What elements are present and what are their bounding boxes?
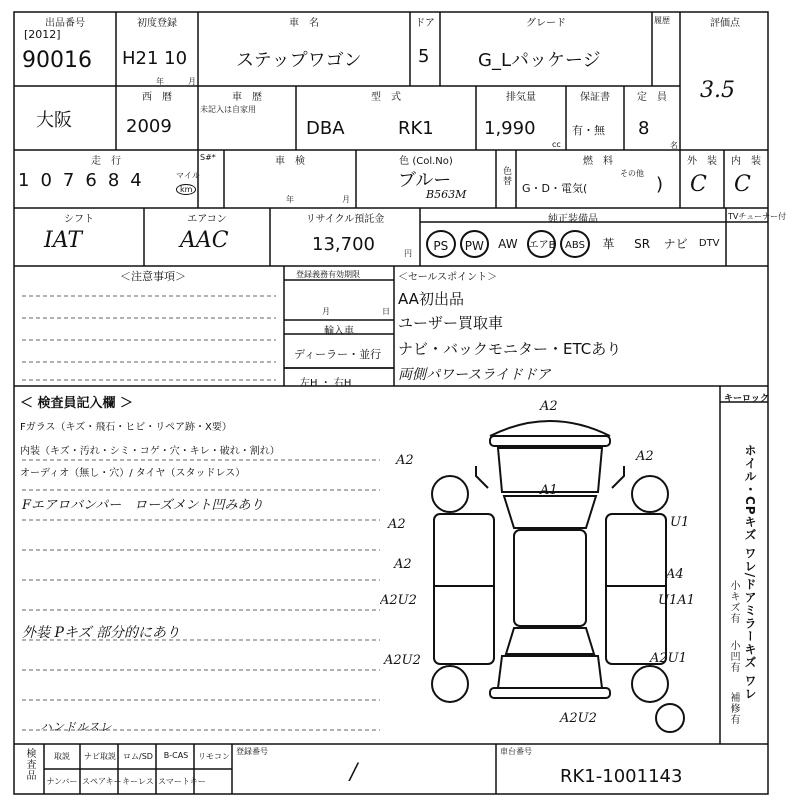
fuel-close-paren: ) bbox=[656, 174, 664, 195]
side-small1: 小キズ有 bbox=[728, 580, 739, 624]
equipment-item: PW bbox=[460, 230, 490, 258]
displacement-value: 1,990 bbox=[484, 118, 536, 139]
lot-number: 90016 bbox=[22, 48, 92, 73]
color-change-label: 色替 bbox=[501, 166, 511, 186]
fuel-options: G・D・電気( bbox=[522, 182, 588, 195]
rear-bumper bbox=[490, 688, 610, 698]
inspection-year-unit: 年 bbox=[286, 195, 294, 204]
history-label: 履歴 bbox=[654, 16, 670, 25]
mileage-digit: 4 bbox=[130, 170, 142, 191]
sales-point: ナビ・バックモニター・ETCあり bbox=[398, 340, 622, 358]
equipment-item: エアB bbox=[527, 230, 557, 258]
windshield bbox=[504, 496, 596, 528]
grade-label: グレード bbox=[526, 18, 566, 29]
displacement-label: 排気量 bbox=[506, 92, 536, 103]
warranty-label: 保証書 bbox=[580, 92, 610, 103]
damage-mark: A1 bbox=[540, 483, 558, 498]
sales-point: AA初出品 bbox=[398, 290, 464, 308]
wheel-rl bbox=[432, 666, 468, 702]
sales-point: ユーザー買取車 bbox=[398, 314, 504, 332]
inspection-month-unit: 月 bbox=[342, 195, 350, 204]
warranty-value: 有・無 bbox=[572, 124, 605, 137]
capacity-label: 定 員 bbox=[637, 92, 667, 103]
reg-expiry-label: 登録義務有効期限 bbox=[296, 270, 360, 279]
footer-item: 取説 bbox=[54, 752, 70, 761]
ac-value: AAC bbox=[180, 228, 229, 253]
key-label: キーロック bbox=[724, 394, 769, 404]
sales-point: 両側パワースライドドア bbox=[398, 367, 551, 383]
history-sub: 未記入は自家用 bbox=[200, 105, 256, 114]
damage-mark: A2U1 bbox=[650, 651, 687, 666]
int-grade: C bbox=[734, 172, 751, 197]
damage-mark: A2U2 bbox=[560, 711, 597, 726]
side-repair: 補修有 bbox=[728, 692, 739, 725]
equipment-item: DTV bbox=[698, 238, 720, 249]
reg-number-label: 登録番号 bbox=[236, 747, 268, 756]
footer-items-row2 bbox=[44, 772, 234, 792]
rear-window bbox=[506, 628, 594, 654]
first-reg-label: 初度登録 bbox=[137, 18, 177, 29]
doors-value: 5 bbox=[418, 46, 430, 67]
grade-value: G_Lパッケージ bbox=[478, 50, 601, 71]
damage-mark: A2U2 bbox=[384, 653, 421, 668]
equipment-label: 純正装備品 bbox=[548, 214, 598, 225]
footer-items-row1 bbox=[44, 747, 234, 767]
mirror-right bbox=[612, 466, 624, 488]
chassis-value: RK1-1001143 bbox=[560, 766, 683, 787]
inspector-note: Fエアロバンパー ローズメント凹みあり bbox=[22, 498, 264, 513]
inspection-label: 車 検 bbox=[275, 156, 305, 167]
damage-mark: A2 bbox=[396, 453, 414, 468]
ext-grade: C bbox=[690, 172, 707, 197]
capacity-value: 8 bbox=[638, 118, 650, 139]
sales-label: ＜セールスポイント＞ bbox=[398, 272, 498, 283]
wheel-fl bbox=[432, 476, 468, 512]
damage-mark: A2 bbox=[388, 517, 406, 532]
caution-label: ＜注意事項＞ bbox=[120, 270, 186, 283]
expiry-month-label: 月 bbox=[322, 307, 330, 316]
roof bbox=[514, 530, 586, 626]
dealer-label: ディーラー・並行 bbox=[294, 348, 382, 361]
mileage-digit: 1 bbox=[18, 170, 30, 191]
footer-item: スマートキー bbox=[158, 777, 206, 786]
recycle-value: 13,700 bbox=[312, 234, 375, 255]
footer-item: ロム/SD bbox=[123, 752, 153, 761]
chassis-label: 車台番号 bbox=[500, 747, 532, 756]
mileage-unit-mile: マイル bbox=[176, 171, 200, 180]
damage-mark: A2U2 bbox=[380, 593, 417, 608]
mileage-digit: 6 bbox=[85, 170, 97, 191]
damage-mark: U1 bbox=[670, 515, 690, 530]
fglass-line: Fガラス（キズ・飛石・ヒビ・リペア跡・X要） bbox=[20, 422, 232, 433]
equipment-item: SR bbox=[634, 237, 651, 251]
fuel-other-label: その他 bbox=[620, 169, 644, 178]
color-code: B563M bbox=[426, 188, 467, 201]
mileage-unit-km: km bbox=[176, 184, 196, 195]
inspector-title: ＜ 検査員記入欄 ＞ bbox=[20, 396, 134, 411]
damage-mark: A4 bbox=[666, 567, 684, 582]
score-label: 評価点 bbox=[710, 18, 740, 29]
footer-item: リモコン bbox=[198, 752, 230, 761]
equipment-item: PS bbox=[426, 230, 456, 258]
first-reg-value: H21 10 bbox=[122, 48, 188, 69]
inspector-note: ハンドルスレ bbox=[40, 720, 112, 734]
yen-unit: 円 bbox=[404, 249, 412, 258]
car-name: ステップワゴン bbox=[236, 50, 362, 71]
right-side bbox=[606, 514, 666, 664]
model-code: RK1 bbox=[398, 118, 434, 139]
equipment-item: ABS bbox=[560, 230, 590, 258]
region: 大阪 bbox=[36, 110, 72, 131]
expiry-day-label: 日 bbox=[382, 307, 390, 316]
audio-line: オーディオ（無し・穴）/ タイヤ（スタッドレス） bbox=[20, 468, 246, 479]
front-bumper bbox=[490, 421, 610, 436]
tailgate bbox=[498, 656, 602, 688]
inspect-label: 検査品 bbox=[24, 748, 35, 781]
damage-mark: A2 bbox=[540, 399, 558, 414]
year-label: 西 暦 bbox=[142, 92, 172, 103]
footer-item: ナビ取説 bbox=[84, 752, 116, 761]
model-prefix: DBA bbox=[306, 118, 345, 139]
footer-item: B-CAS bbox=[163, 751, 189, 760]
color-value: ブルー bbox=[398, 170, 452, 191]
left-side bbox=[434, 514, 494, 664]
side-small2: 小凹有 bbox=[728, 640, 739, 673]
footer-item: キーレス bbox=[122, 777, 154, 786]
import-label: 輸入車 bbox=[324, 326, 354, 337]
footer-item: ナンバー bbox=[46, 777, 78, 786]
footer-item: スペアキー bbox=[82, 777, 122, 786]
year-value: 2009 bbox=[126, 116, 172, 137]
damage-mark: A2 bbox=[394, 557, 412, 572]
int-label: 内 装 bbox=[731, 156, 761, 167]
inspector-note: 外装 Pキズ 部分的にあり bbox=[22, 625, 181, 641]
lot-label: 出品番号 bbox=[45, 18, 85, 29]
fuel-label: 燃 料 bbox=[583, 156, 613, 167]
side-vertical: ホイル・CPキズ ワレ/ドアミラーキズ ワレ bbox=[743, 444, 757, 701]
capacity-unit: 名 bbox=[670, 141, 678, 150]
history-label-2: 車 歴 bbox=[232, 92, 262, 103]
wheel-rr bbox=[632, 666, 668, 702]
model-label: 型 式 bbox=[371, 92, 401, 103]
tuner-label: TVチューナー付 bbox=[728, 212, 787, 221]
reg-number-value: / bbox=[350, 760, 358, 785]
mileage-digit: 7 bbox=[62, 170, 75, 191]
ac-label: エアコン bbox=[187, 214, 227, 225]
shift-value: IAT bbox=[44, 228, 83, 253]
mileage-digit: 8 bbox=[107, 170, 120, 191]
month-unit: 月 bbox=[188, 77, 196, 86]
interior-line: 内装（キズ・汚れ・シミ・コゲ・穴・キレ・破れ・割れ） bbox=[20, 446, 280, 457]
year-bracket: [2012] bbox=[24, 28, 61, 41]
damage-mark: A2 bbox=[636, 449, 654, 464]
mirror-left bbox=[476, 466, 488, 488]
mileage-digits bbox=[18, 170, 142, 191]
recycle-label: リサイクル預託金 bbox=[305, 214, 385, 225]
car-name-label: 車 名 bbox=[289, 18, 319, 29]
equipment-item: 革 bbox=[602, 237, 615, 251]
wheel-fr bbox=[632, 476, 668, 512]
spare-wheel bbox=[656, 704, 684, 732]
damage-mark: U1A1 bbox=[658, 593, 695, 608]
score-value: 3.5 bbox=[700, 78, 735, 103]
mileage-digit: 0 bbox=[40, 170, 52, 191]
color-label: 色 (Col.No) bbox=[399, 156, 453, 167]
equipment-item: AW bbox=[498, 237, 518, 251]
cc-unit: cc bbox=[552, 140, 561, 149]
sweep-label: S#* bbox=[200, 153, 216, 162]
equipment-list bbox=[424, 228, 768, 260]
year-unit: 年 bbox=[156, 77, 164, 86]
doors-label: ドア bbox=[415, 18, 435, 29]
mileage-label: 走 行 bbox=[91, 156, 121, 167]
ext-label: 外 装 bbox=[687, 156, 717, 167]
shift-label: シフト bbox=[64, 214, 94, 225]
car-diagram bbox=[380, 396, 720, 736]
equipment-item: ナビ bbox=[663, 237, 688, 251]
steering-label: 左H ・ 右H bbox=[300, 378, 352, 389]
